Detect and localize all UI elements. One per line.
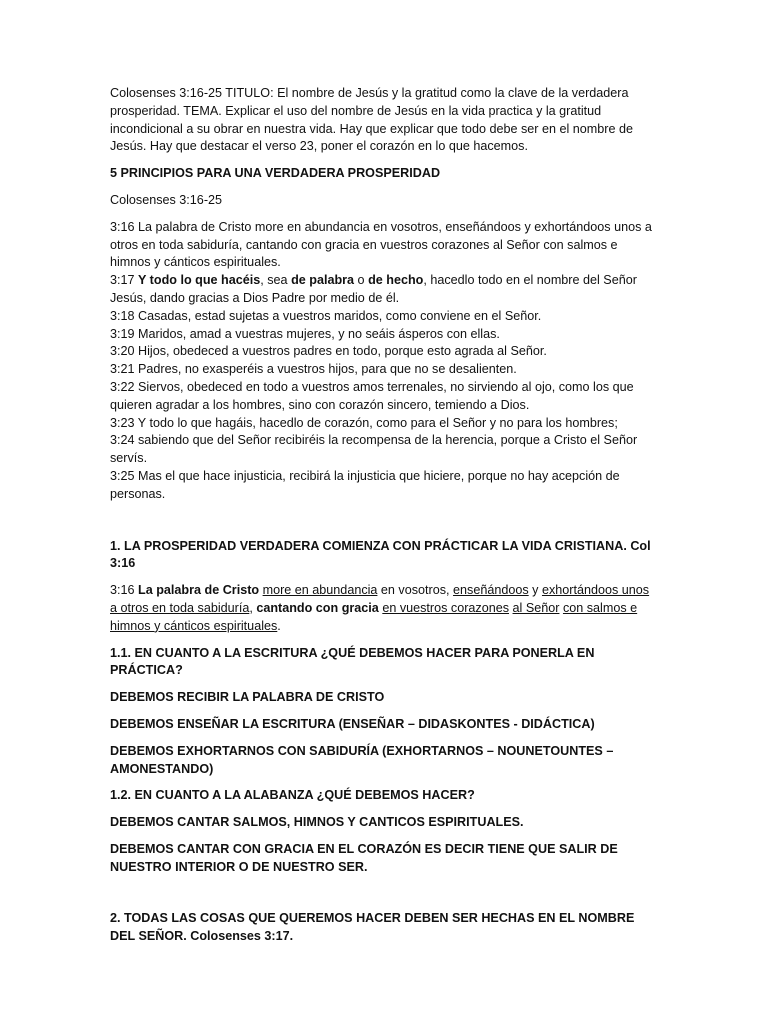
principles-heading: 5 PRINCIPIOS PARA UNA VERDADERA PROSPERIDAD [110, 166, 441, 181]
s1-underline-exhortandoos: exhortándoos unos a otros en toda sabiduría [110, 583, 650, 615]
s1-text-comma: , [249, 600, 257, 615]
verse-17-bold-3: de hecho [368, 273, 424, 288]
verse-17-text-1: , sea [260, 273, 292, 288]
verse-17-bold-1: Y todo lo que hacéis [138, 273, 261, 288]
s1-underline-senor: al Señor [512, 600, 560, 615]
verse-19: 3:19 Maridos, amad a vuestras mujeres, y no seáis ásperos con ellas. [110, 326, 500, 341]
point-ensenar: DEBEMOS ENSEÑAR LA ESCRITURA (ENSEÑAR – DIDASKONTES - DIDÁCTICA) [110, 716, 595, 731]
verse-18: 3:18 Casadas, estad sujetas a vuestros maridos, como conviene en el Señor. [110, 308, 542, 323]
s1-underline-salmos: con salmos e himnos y cánticos espirituales [110, 600, 638, 633]
point-recibir: DEBEMOS RECIBIR LA PALABRA DE CRISTO [110, 690, 385, 705]
section-1-verse [110, 582, 658, 635]
s1-bold-palabra: La palabra de Cristo [138, 583, 260, 598]
verse-17-number: 3:17 [110, 273, 139, 288]
verse-20: 3:20 Hijos, obedeced a vuestros padres en todo, porque esto agrada al Señor. [110, 344, 547, 359]
verse-16: 3:16 La palabra de Cristo more en abundancia en vosotros, enseñándoos y exhortándoos unos a otros en toda sabiduría, cantando con gracia en vuestros corazones al Señor con salmos e himnos y cánticos espirituales. [110, 219, 652, 270]
point-cantar-salmos: DEBEMOS CANTAR SALMOS, HIMNOS Y CANTICOS ESPIRITUALES. [110, 815, 524, 830]
s1-underline-ensenandoos: enseñándoos [453, 583, 529, 598]
verse-17-text-2: o [354, 273, 369, 288]
verse-25: 3:25 Mas el que hace injusticia, recibirá la injusticia que hiciere, porque no hay acepción de personas. [110, 468, 620, 501]
s1-bold-cantando: cantando con gracia [256, 600, 379, 615]
scripture-reference: Colosenses 3:16-25 [110, 192, 223, 207]
s1-text-vosotros: en vosotros, [377, 583, 454, 598]
s1-underline-corazones: en vuestros corazones [382, 600, 510, 615]
s1-text-period: . [277, 618, 281, 633]
subsection-1-2-heading: 1.2. EN CUANTO A LA ALABANZA ¿QUÉ DEBEMOS HACER? [110, 788, 475, 803]
verse-17-bold-2: de palabra [291, 273, 355, 288]
document-page [110, 85, 658, 946]
verse-list [110, 219, 658, 504]
s1-text-y: y [528, 583, 542, 598]
verse-23: 3:23 Y todo lo que hagáis, hacedlo de corazón, como para el Señor y no para los hombres; [110, 415, 618, 430]
verse-24: 3:24 sabiendo que del Señor recibiréis la recompensa de la herencia, porque a Cristo el Señor servís. [110, 433, 638, 466]
s1-underline-abundancia: more en abundancia [262, 583, 378, 598]
verse-21: 3:21 Padres, no exasperéis a vuestros hijos, para que no se desalienten. [110, 362, 517, 377]
point-exhortar: DEBEMOS EXHORTARNOS CON SABIDURÍA (EXHORTARNOS – NOUNETOUNTES – AMONESTANDO) [110, 743, 614, 776]
verse-22: 3:22 Siervos, obedeced en todo a vuestros amos terrenales, no sirviendo al ojo, como los que quieren agradar a los hombres, sino con corazón sincero, temiendo a Dios. [110, 379, 634, 412]
section-1-heading: 1. LA PROSPERIDAD VERDADERA COMIENZA CON PRÁCTICAR LA VIDA CRISTIANA. Col 3:16 [110, 538, 651, 571]
intro-paragraph: Colosenses 3:16-25 TITULO: El nombre de Jesús y la gratitud como la clave de la verdadera prosperidad. TEMA. Explicar el uso del nombre de Jesús en la vida practica y la gratitud incondicional a su obrar en nuestra vida. Hay que explicar que todo debe ser en el nombre de Jesús. Hay que destacar el verso 23, poner el corazón en lo que hacemos. [110, 86, 633, 154]
subsection-1-1-heading: 1.1. EN CUANTO A LA ESCRITURA ¿QUÉ DEBEMOS HACER PARA PONERLA EN PRÁCTICA? [110, 645, 595, 678]
point-cantar-gracia: DEBEMOS CANTAR CON GRACIA EN EL CORAZÓN ES DECIR TIENE QUE SALIR DE NUESTRO INTERIOR O DE NUESTRO SER. [110, 841, 618, 874]
verse-17-text-3: , hacedlo todo en el nombre del Señor Jesús, dando gracias a Dios Padre por medio de él. [110, 273, 637, 305]
section-2-heading: 2. TODAS LAS COSAS QUE QUEREMOS HACER DEBEN SER HECHAS EN EL NOMBRE DEL SEÑOR. Colosenses 3:17. [110, 911, 635, 944]
verse-17 [110, 272, 658, 308]
s1-verse-number: 3:16 [110, 583, 139, 598]
